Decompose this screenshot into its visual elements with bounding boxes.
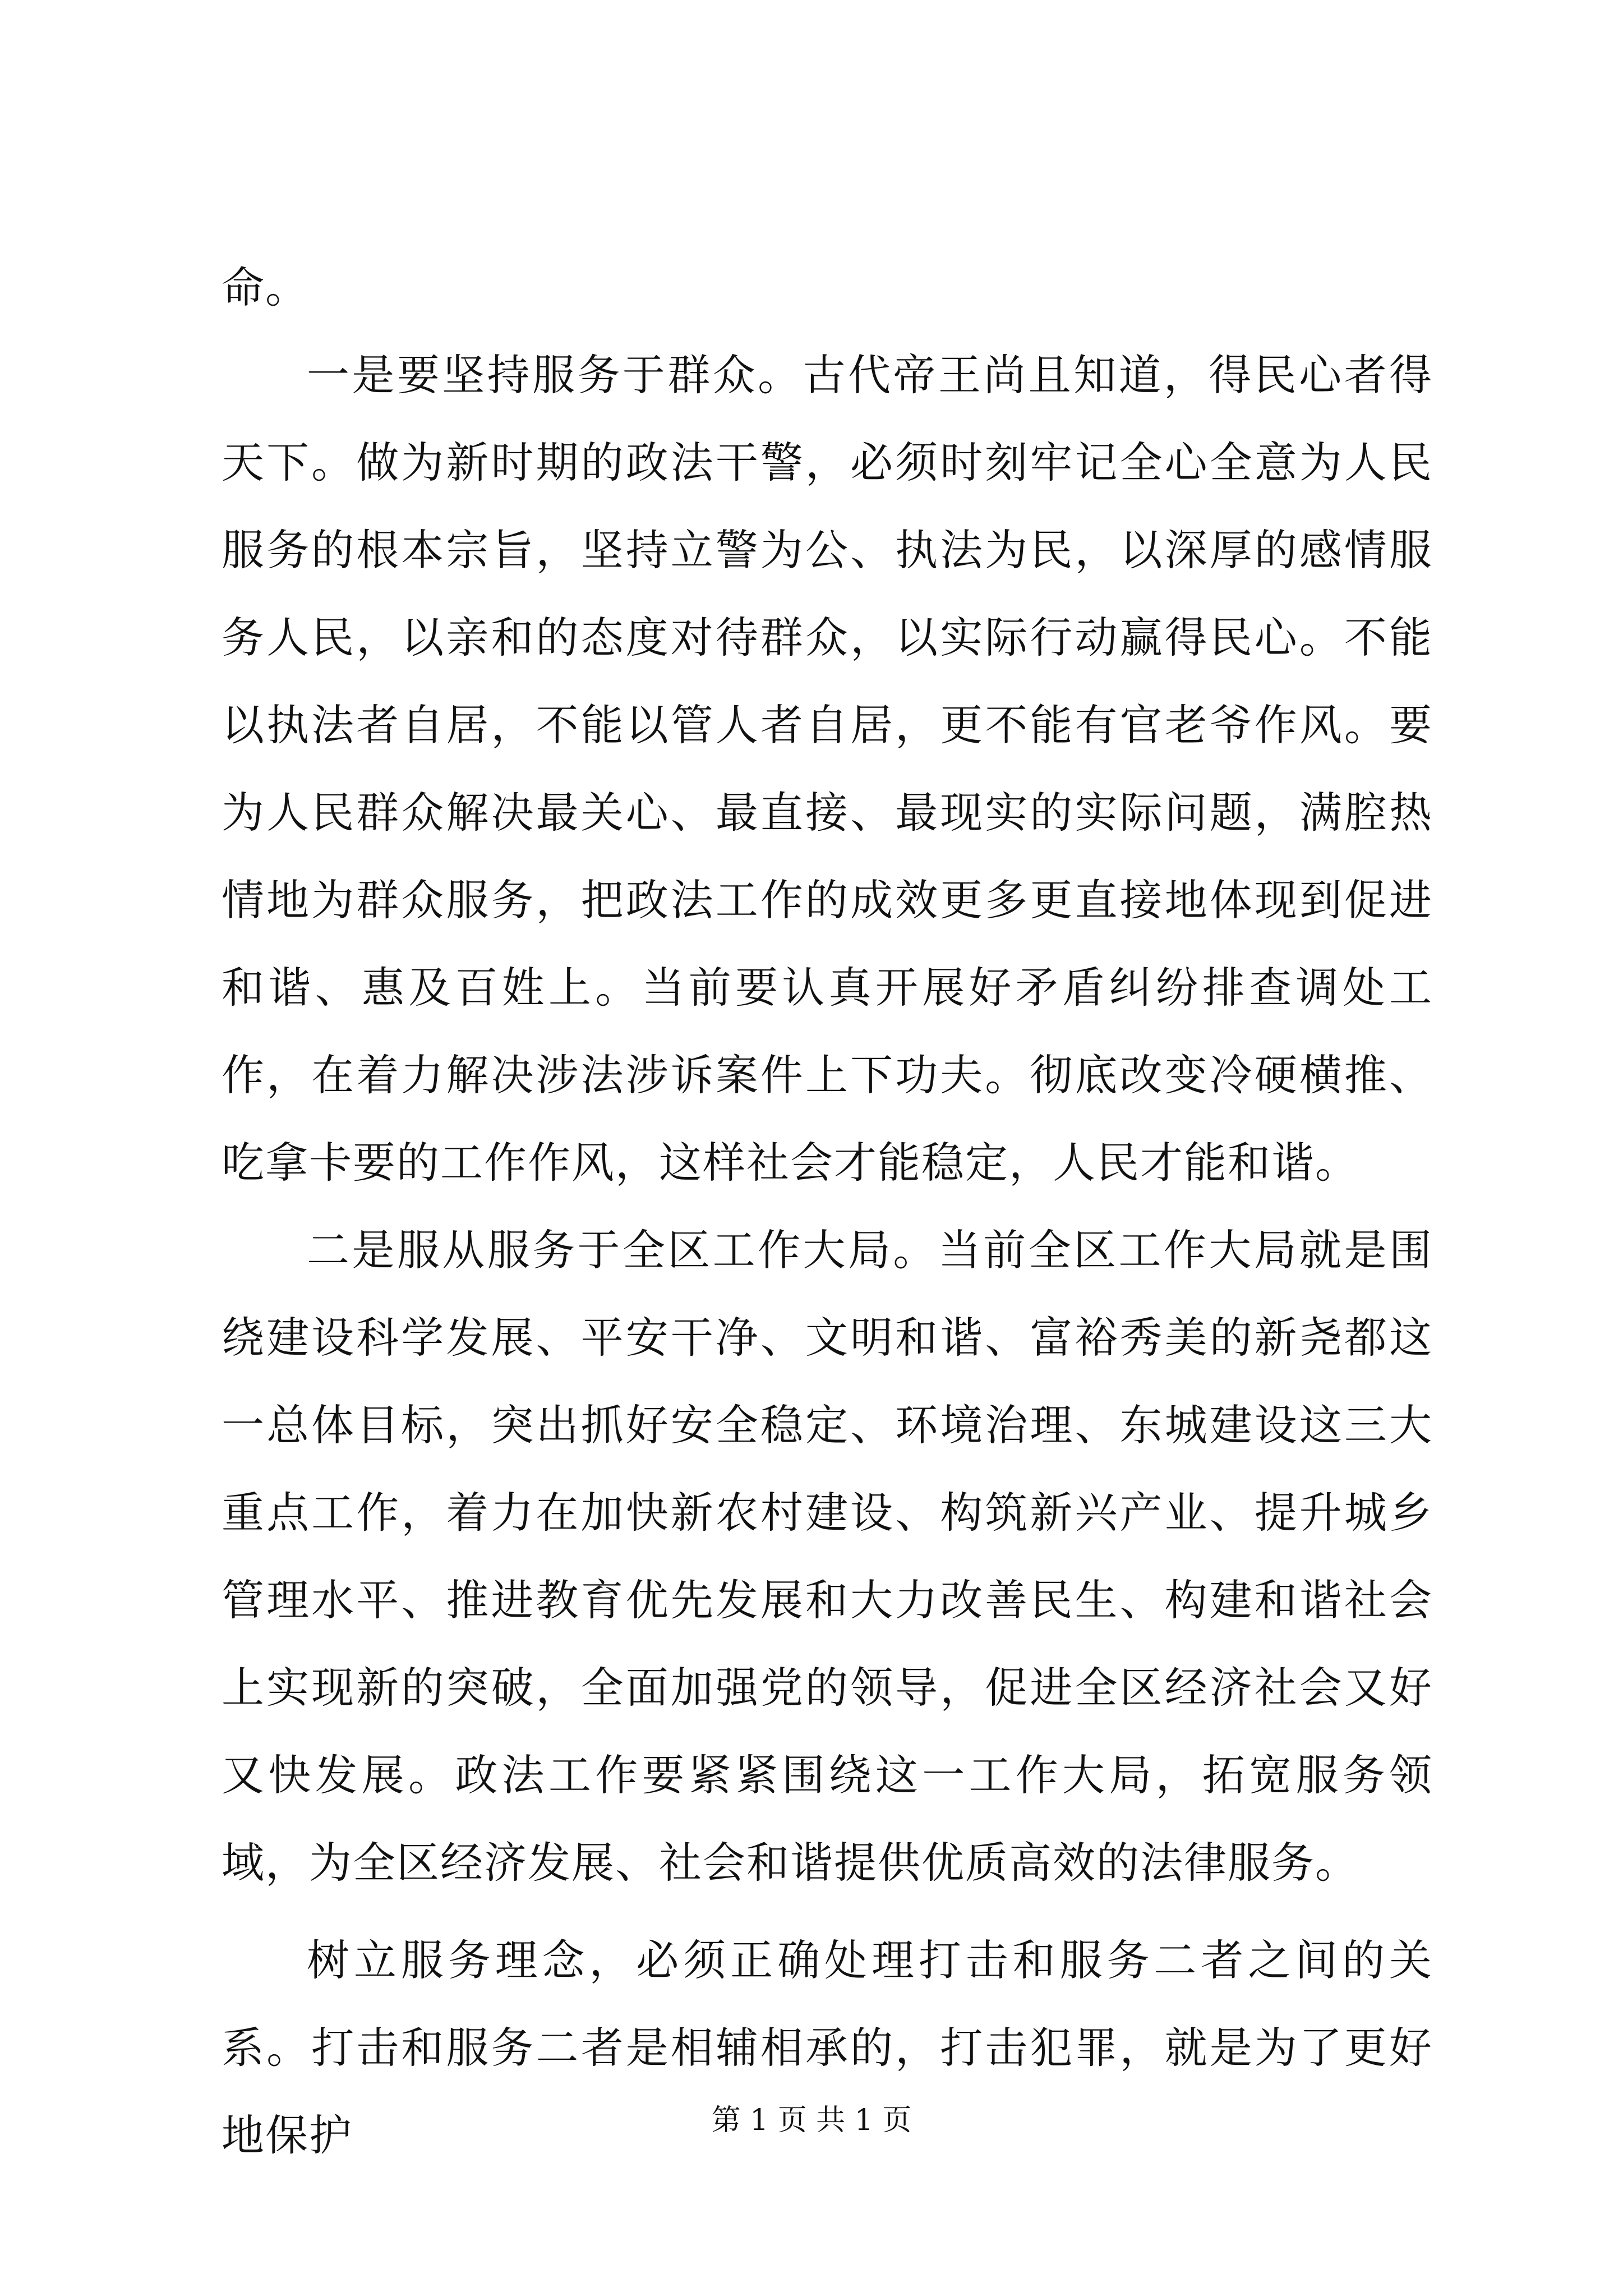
paragraph-continuation: 命。 bbox=[222, 263, 309, 312]
paragraph-serve-masses: 一是要坚持服务于群众。古代帝王尚且知道，得民心者得天下。做为新时期的政法干警，必须时刻牢记全心全意为人民服务的根本宗旨，坚持立警为公、执法为民，以深厚的感情服务人民，以亲和的态度对待群众，以实际行动赢得民心。不能以执法者自居，不能以管人者自居，更不能有官老爷作风。要为人民群众解决最关心、最直接、最现实的实际问题，满腔热情地为群众服务，把政法工作的成效更多更直接地体现到促进和谐、惠及百姓上。当前要认真开展好矛盾纠纷排查调处工作，在着力解决涉法涉诉案件上下功夫。彻底改变冷硬横推、吃拿卡要的工作作风，这样社会才能稳定，人民才能和谐。 bbox=[222, 350, 1433, 1188]
document-body bbox=[222, 244, 1433, 2179]
page-number-footer: 第 1 页 共 1 页 bbox=[711, 2104, 912, 2137]
paragraph-service-concept: 树立服务理念，必须正确处理打击和服务二者之间的关系。打击和服务二者是相辅相承的，打击犯罪，就是为了更好地保护 bbox=[222, 1935, 1433, 2160]
paragraph-serve-overall-situation: 二是服从服务于全区工作大局。当前全区工作大局就是围绕建设科学发展、平安干净、文明和谐、富裕秀美的新尧都这一总体目标，突出抓好安全稳定、环境治理、东城建设这三大重点工作，着力在加快新农村建设、构筑新兴产业、提升城乡管理水平、推进教育优先发展和大力改善民生、构建和谐社会上实现新的突破，全面加强党的领导，促进全区经济社会又好又快发展。政法工作要紧紧围绕这一工作大局，拓宽服务领域，为全区经济发展、社会和谐提供优质高效的法律服务。 bbox=[222, 1225, 1433, 1888]
